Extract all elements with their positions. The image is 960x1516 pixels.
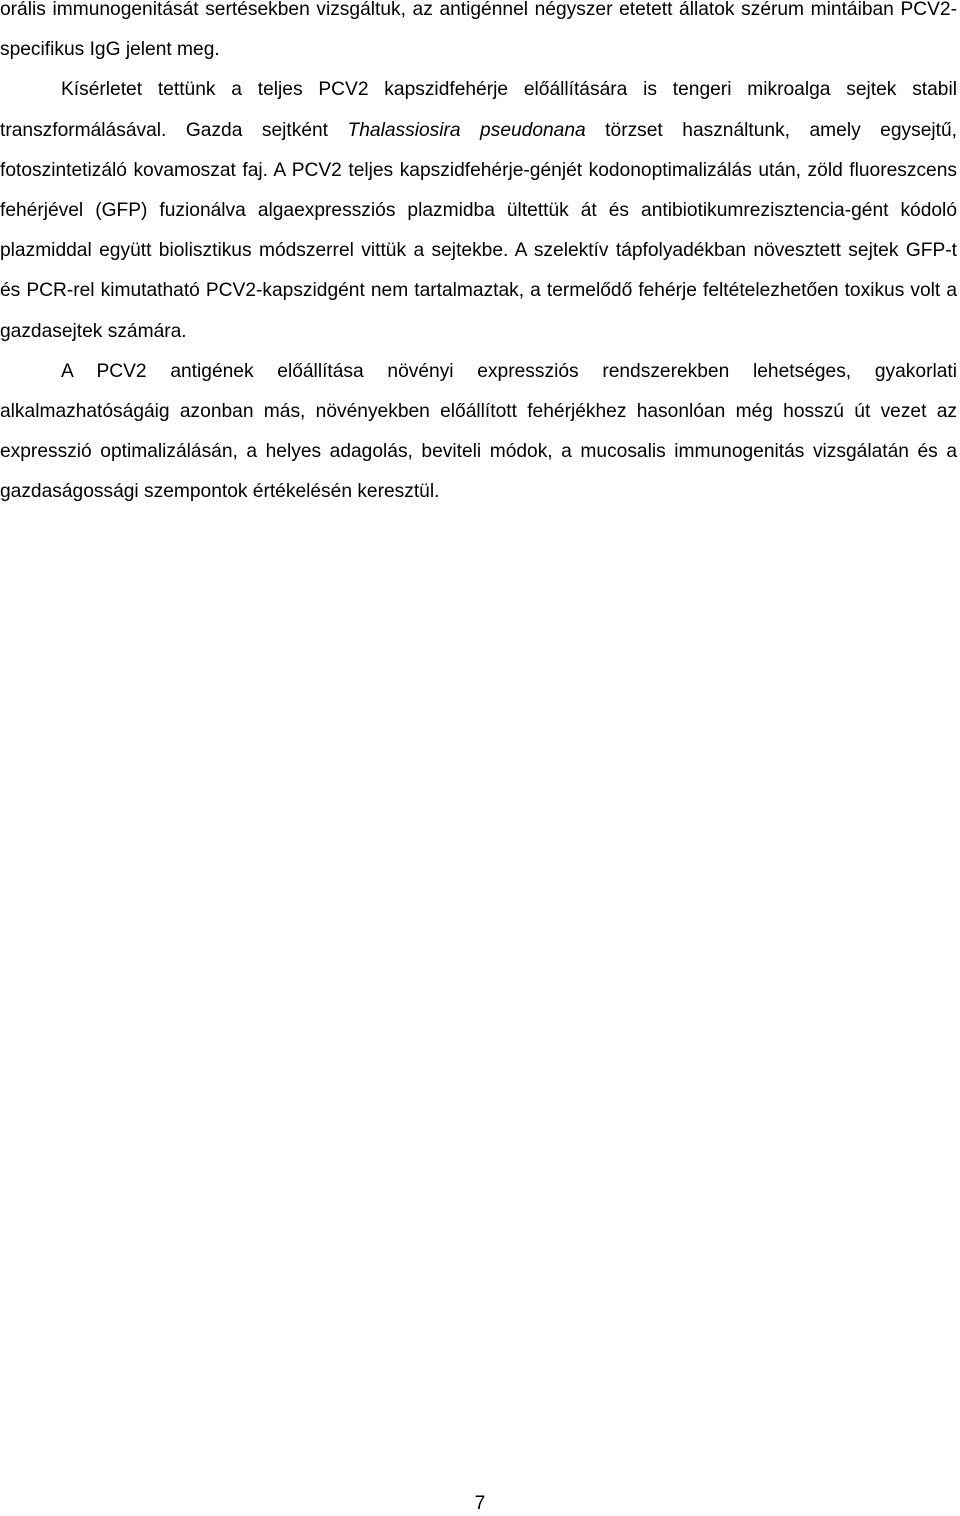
paragraph-algae-experiment xyxy=(0,70,957,351)
paragraph-conclusion: A PCV2 antigének előállítása növényi expressziós rendszerekben lehetséges, gyakorlati alkalmazhatóságáig azonban más, növényekben előállított fehérjékhez hasonlóan még hosszú út vezet az expresszió optimalizálásán, a helyes adagolás, beviteli módok, a mucosalis immunogenitás vizsgálatán és a gazdaságossági szempontok értékelésén keresztül. xyxy=(0,360,957,503)
species-name: Thalassiosira pseudonana xyxy=(347,119,586,141)
page-number: 7 xyxy=(474,1493,486,1514)
paragraph-text: törzset használtunk, amely egysejtű, fotoszintetizáló kovamoszat faj. A PCV2 teljes kapszidfehérje-génjét kodonoptimalizálás után, zöld fluoreszcens fehérjével (GFP) fuzionálva algaexpressziós plazmidba ültettük át és antibiotikumrezisztencia-gént kódoló plazmiddal együtt biolisztikus módszerrel vittük a sejtekbe. A szelektív tápfolyadékban növesztett sejtek GFP-t és PCR-rel kimutatható PCV2-kapszidgént nem tartalmaztak, a termelődő fehérje feltételezhetően toxikus volt a gazdasejtek számára. xyxy=(0,119,957,342)
paragraph-continuation: orális immunogenitását sertésekben vizsgáltuk, az antigénnel négyszer etetett állatok szérum mintáiban PCV2-specifikus IgG jelent meg. xyxy=(0,0,957,61)
paragraph-text: Kísérletet tettünk a teljes PCV2 kapszidfehérje előállítására is tengeri mikroalga sejtek stabil transzformálásával. Gazda sejtként xyxy=(0,79,957,141)
body-text xyxy=(0,0,957,513)
